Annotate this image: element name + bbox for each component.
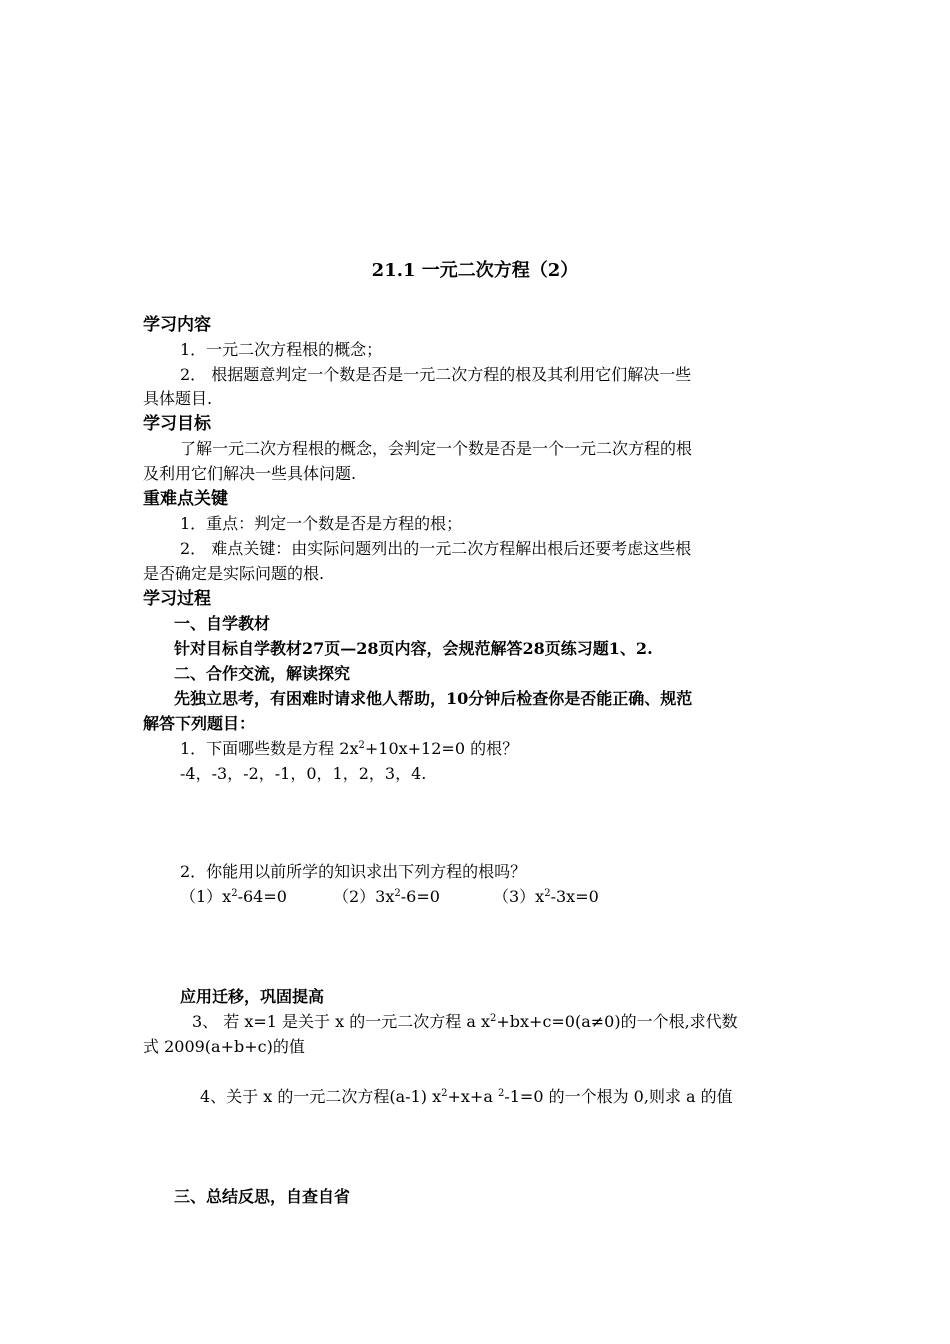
exponent: 2	[441, 1088, 448, 1099]
key-item-2-cont: 是否确定是实际问题的根.	[143, 564, 325, 583]
question-2-part-2	[333, 885, 440, 909]
exponent: 2	[394, 888, 401, 899]
page-title: 21.1 一元二次方程（2）	[371, 260, 579, 281]
part-3-rest: -3x=0	[550, 887, 599, 906]
question-4	[200, 1085, 733, 1109]
question-2-part-3	[493, 885, 599, 909]
question-3	[192, 1010, 738, 1034]
content-item-2: 2． 根据题意判定一个数是否是一元二次方程的根及其利用它们解决一些	[180, 365, 692, 384]
question-1-prefix: 1．下面哪些数是方程 2x	[180, 739, 359, 758]
self-study-text: 针对目标自学教材27页—28页内容，会规范解答28页练习题1、2.	[174, 639, 653, 658]
goal-text: 了解一元二次方程根的概念，会判定一个数是否是一个一元二次方程的根	[180, 439, 693, 458]
question-1-suffix: +10x+12=0 的根？	[364, 739, 519, 758]
question-2-part-1	[180, 885, 287, 909]
exponent: 2	[489, 1013, 497, 1024]
key-item-2: 2． 难点关键：由实际问题列出的一元二次方程解出根后还要考虑这些根	[180, 539, 692, 558]
key-item-1: 1．重点：判定一个数是否是方程的根；	[180, 514, 463, 533]
question-2: 2．你能用以前所学的知识求出下列方程的根吗？	[180, 862, 527, 881]
exponent: 2	[358, 740, 365, 751]
heading-study-goal: 学习目标	[143, 414, 211, 434]
part-3-label: （3）x	[493, 887, 545, 906]
question-1-values: -4，-3，-2，-1，0，1，2，3，4.	[180, 764, 427, 783]
subheading-summary: 三、总结反思，自查自省	[174, 1187, 351, 1206]
content-item-1: 1．一元二次方程根的概念；	[180, 340, 383, 359]
subheading-self-study: 一、自学教材	[174, 614, 271, 633]
cooperation-text-cont: 解答下列题目：	[143, 714, 256, 733]
question-4-a: 4、关于 x 的一元二次方程(a-1) x	[200, 1087, 442, 1106]
content-item-2-cont: 具体题目.	[143, 389, 213, 408]
part-1-rest: -64=0	[237, 887, 287, 906]
question-1	[180, 737, 518, 761]
question-4-c: -1=0 的一个根为 0,则求 a 的值	[504, 1087, 733, 1106]
heading-study-content: 学习内容	[143, 315, 211, 335]
part-2-label: （2）3x	[333, 887, 395, 906]
question-3-b: +bx+c=0(a≠0)的一个根,求代数	[496, 1012, 738, 1031]
question-3-a: 3、 若 x=1 是关于 x 的一元二次方程 a x	[192, 1012, 490, 1031]
exponent: 2	[231, 888, 238, 899]
question-4-b: +x+a	[447, 1087, 498, 1106]
subheading-cooperation: 二、合作交流，解读探究	[174, 664, 351, 683]
part-1-label: （1）x	[180, 887, 232, 906]
goal-text-cont: 及利用它们解决一些具体问题.	[143, 464, 357, 483]
part-2-rest: -6=0	[400, 887, 440, 906]
question-3-cont: 式 2009(a+b+c)的值	[143, 1037, 305, 1056]
subheading-apply: 应用迁移，巩固提高	[180, 987, 325, 1006]
cooperation-text: 先独立思考，有困难时请求他人帮助，10分钟后检查你是否能正确、规范	[174, 689, 693, 708]
exponent: 2	[497, 1088, 505, 1099]
heading-key-points: 重难点关键	[143, 489, 228, 509]
heading-study-process: 学习过程	[143, 589, 211, 609]
exponent: 2	[544, 888, 551, 899]
